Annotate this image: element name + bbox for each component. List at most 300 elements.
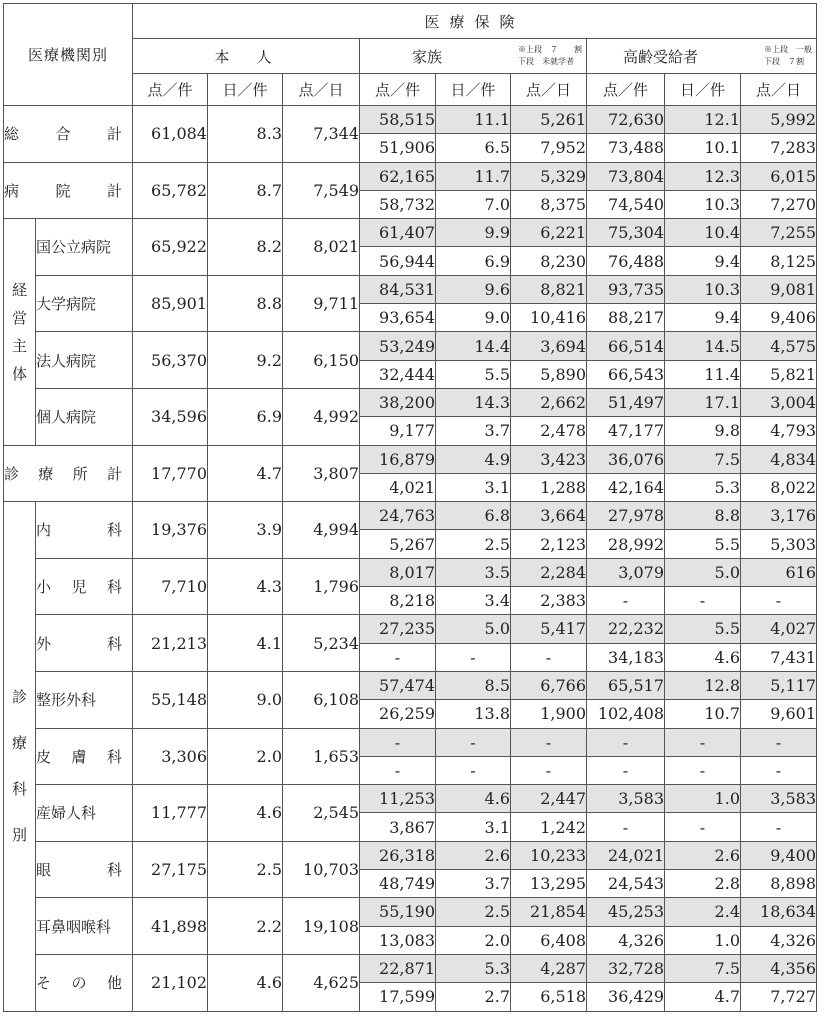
cell-lower: - (587, 587, 665, 615)
koureisha-note-line2: 下段 ７割 (764, 57, 804, 66)
cell-upper: 5,329 (511, 162, 587, 190)
row-label-char: 内 (36, 521, 52, 540)
cell-upper: 3,176 (741, 502, 817, 530)
cell-upper: 3,583 (587, 785, 665, 813)
koureisha-note (764, 44, 812, 68)
table-row (4, 106, 817, 134)
cell-lower: 8,898 (741, 870, 817, 898)
cell-upper: 22,232 (587, 615, 665, 643)
row-label-text: 耳鼻咽喉科 (36, 917, 112, 936)
cell-lower: 4.7 (665, 983, 741, 1011)
cell-lower: 9.0 (436, 304, 511, 332)
cell-lower: - (436, 756, 511, 784)
cell-upper: 53,249 (360, 332, 436, 360)
cell-upper: 73,804 (587, 162, 665, 190)
group-label-char: 営 (11, 308, 27, 327)
cell-lower: 102,408 (587, 700, 665, 728)
row-label-char: 外 (36, 634, 52, 653)
cell-lower: - (665, 756, 741, 784)
cell-honnin: 9.2 (208, 332, 283, 389)
cell-honnin: 4.1 (208, 615, 283, 672)
group-header-koureisha (587, 39, 817, 74)
cell-upper: 2.5 (436, 898, 511, 926)
cell-upper: 24,763 (360, 502, 436, 530)
cell-upper: 8,821 (511, 275, 587, 303)
cell-upper: - (436, 728, 511, 756)
cell-upper: 27,235 (360, 615, 436, 643)
cell-upper: 51,497 (587, 388, 665, 416)
group-label-char: 体 (11, 364, 27, 383)
cell-lower: 5,821 (741, 360, 817, 388)
row-label-char: 小 (36, 578, 52, 597)
cell-upper: 7.5 (665, 445, 741, 473)
cell-lower: 73,488 (587, 134, 665, 162)
row-label (4, 162, 133, 219)
cell-upper: 26,318 (360, 841, 436, 869)
cell-lower: 9,601 (741, 700, 817, 728)
cell-lower: 7,952 (511, 134, 587, 162)
row-label-text (36, 633, 132, 654)
row-label-char: 他 (106, 974, 122, 993)
cell-honnin: 4.6 (208, 954, 283, 1011)
cell-upper: 5,117 (741, 671, 817, 699)
row-label-text (4, 463, 132, 484)
table-row (4, 728, 817, 756)
cell-lower: 13.8 (436, 700, 511, 728)
cell-upper: - (587, 728, 665, 756)
row-label (36, 615, 133, 672)
cell-lower: 32,444 (360, 360, 436, 388)
table-row (4, 162, 817, 190)
cell-lower: - (360, 643, 436, 671)
row-label-text (4, 123, 132, 144)
cell-upper: 6,015 (741, 162, 817, 190)
row-label-text: 個人病院 (36, 408, 97, 427)
cell-upper: 4,356 (741, 954, 817, 982)
cell-upper: 21,854 (511, 898, 587, 926)
cell-upper: 14.3 (436, 388, 511, 416)
cell-lower: 93,654 (360, 304, 436, 332)
row-label-char: 計 (106, 464, 122, 483)
row-label (36, 502, 133, 559)
cell-honnin: 4,994 (283, 502, 360, 559)
cell-honnin: 2,545 (283, 785, 360, 842)
cell-upper: 4,287 (511, 954, 587, 982)
cell-upper: 84,531 (360, 275, 436, 303)
cell-honnin: 4,992 (283, 388, 360, 445)
cell-upper: 36,076 (587, 445, 665, 473)
subheader: 日／件 (208, 74, 283, 106)
table-row (4, 332, 817, 360)
cell-honnin: 19,376 (133, 502, 208, 559)
subheader: 日／件 (665, 74, 741, 106)
cell-lower: 4,021 (360, 473, 436, 501)
cell-honnin: 6.9 (208, 388, 283, 445)
cell-honnin: 7,549 (283, 162, 360, 219)
cell-lower: 56,944 (360, 247, 436, 275)
cell-upper: - (741, 728, 817, 756)
cell-honnin: 65,782 (133, 162, 208, 219)
cell-honnin: 56,370 (133, 332, 208, 389)
cell-honnin: 85,901 (133, 275, 208, 332)
cell-upper: 5.3 (436, 954, 511, 982)
cell-lower: - (741, 813, 817, 841)
cell-lower: 5,267 (360, 530, 436, 558)
cell-lower: 26,259 (360, 700, 436, 728)
cell-lower: 11.4 (665, 360, 741, 388)
row-label-char: 児 (71, 578, 87, 597)
cell-lower: 13,295 (511, 870, 587, 898)
cell-lower: 6.5 (436, 134, 511, 162)
cell-lower: 1,288 (511, 473, 587, 501)
cell-lower: 2.7 (436, 983, 511, 1011)
cell-lower: 24,543 (587, 870, 665, 898)
row-label-text: 整形外科 (36, 691, 97, 710)
cell-upper: 5,417 (511, 615, 587, 643)
cell-lower: 8,218 (360, 587, 436, 615)
cell-lower: 8,022 (741, 473, 817, 501)
row-label-char: 合 (55, 125, 71, 144)
cell-honnin: 2.2 (208, 898, 283, 955)
cell-upper: 6,221 (511, 219, 587, 247)
row-label-char: 皮 (36, 747, 52, 766)
cell-honnin: 3.9 (208, 502, 283, 559)
cell-lower: 74,540 (587, 190, 665, 218)
cell-upper: - (360, 728, 436, 756)
cell-lower: 66,543 (587, 360, 665, 388)
cell-honnin: 9.0 (208, 671, 283, 728)
table-row (4, 219, 817, 247)
cell-lower: 7,431 (741, 643, 817, 671)
table-row (4, 275, 817, 303)
row-label (36, 558, 133, 615)
cell-lower: 1.0 (665, 926, 741, 954)
cell-honnin: 17,770 (133, 445, 208, 502)
cell-upper: 1.0 (665, 785, 741, 813)
table-body (4, 106, 817, 1012)
kazoku-note-line2: 下段 未就学者 (518, 57, 574, 66)
group-label-char: 診 (11, 688, 27, 707)
cell-upper: 17.1 (665, 388, 741, 416)
cell-honnin: 8.2 (208, 219, 283, 276)
cell-lower: 48,749 (360, 870, 436, 898)
cell-lower: - (511, 756, 587, 784)
row-label-text: 法人病院 (36, 351, 97, 370)
cell-lower: 7,270 (741, 190, 817, 218)
row-label-char: 科 (106, 861, 122, 880)
row-label-char: の (71, 974, 87, 993)
cell-lower: 9,406 (741, 304, 817, 332)
cell-upper: 9,400 (741, 841, 817, 869)
cell-lower: - (436, 643, 511, 671)
row-label-char: 療 (38, 464, 54, 483)
cell-honnin: 11,777 (133, 785, 208, 842)
cell-lower: 2,383 (511, 587, 587, 615)
cell-honnin: 3,306 (133, 728, 208, 785)
row-label-char: 計 (106, 125, 122, 144)
cell-lower: - (587, 756, 665, 784)
table-row (4, 671, 817, 699)
cell-upper: 3,583 (741, 785, 817, 813)
table-row (4, 558, 817, 586)
cell-upper: 12.3 (665, 162, 741, 190)
row-label-char: 計 (106, 181, 122, 200)
cell-honnin: 8.3 (208, 106, 283, 163)
cell-honnin: 7,344 (283, 106, 360, 163)
cell-lower: 8,375 (511, 190, 587, 218)
row-label (36, 671, 133, 728)
cell-upper: 3,004 (741, 388, 817, 416)
cell-honnin: 55,148 (133, 671, 208, 728)
group-label-keiei (4, 219, 36, 445)
subheader: 点／件 (360, 74, 436, 106)
category-header: 医療機関別 (4, 4, 133, 106)
row-label-text (36, 576, 132, 597)
row-label (36, 954, 133, 1011)
cell-upper: 11.1 (436, 106, 511, 134)
cell-lower: 7.0 (436, 190, 511, 218)
cell-honnin: 65,922 (133, 219, 208, 276)
cell-upper: 58,515 (360, 106, 436, 134)
cell-lower: 3.4 (436, 587, 511, 615)
cell-honnin: 2.5 (208, 841, 283, 898)
table-row (4, 954, 817, 982)
table-row (4, 615, 817, 643)
cell-upper: 14.5 (665, 332, 741, 360)
cell-upper: 22,871 (360, 954, 436, 982)
subheader: 点／日 (511, 74, 587, 106)
cell-upper: 9.6 (436, 275, 511, 303)
row-label-char: 科 (106, 521, 122, 540)
cell-lower: 4,326 (587, 926, 665, 954)
row-label-char: 科 (106, 634, 122, 653)
cell-lower: 88,217 (587, 304, 665, 332)
cell-upper: 2.4 (665, 898, 741, 926)
table-row (4, 841, 817, 869)
group-label-char: 療 (11, 734, 27, 753)
cell-upper: 6,766 (511, 671, 587, 699)
cell-lower: 76,488 (587, 247, 665, 275)
cell-upper: 8.8 (665, 502, 741, 530)
koureisha-note-line1: ※上段 一般 (764, 45, 812, 54)
cell-upper: 2,284 (511, 558, 587, 586)
cell-upper: 10,233 (511, 841, 587, 869)
cell-upper: 65,517 (587, 671, 665, 699)
row-label-text: 大学病院 (36, 295, 97, 314)
kazoku-note (518, 44, 582, 68)
cell-lower: 17,599 (360, 983, 436, 1011)
cell-lower: 2,478 (511, 417, 587, 445)
cell-honnin: 4.3 (208, 558, 283, 615)
cell-lower: - (587, 813, 665, 841)
cell-upper: 72,630 (587, 106, 665, 134)
row-label-char: 科 (106, 578, 122, 597)
cell-honnin: 2.0 (208, 728, 283, 785)
kazoku-note-line1: ※上段 ７ 割 (518, 45, 582, 54)
cell-lower: 9,177 (360, 417, 436, 445)
cell-upper: 27,978 (587, 502, 665, 530)
cell-lower: - (741, 587, 817, 615)
cell-lower: 28,992 (587, 530, 665, 558)
cell-lower: 2.0 (436, 926, 511, 954)
cell-honnin: 27,175 (133, 841, 208, 898)
cell-honnin: 34,596 (133, 388, 208, 445)
cell-lower: 2.5 (436, 530, 511, 558)
cell-lower: 5.5 (436, 360, 511, 388)
cell-lower: 2.8 (665, 870, 741, 898)
row-label (36, 332, 133, 389)
cell-upper: 5.5 (665, 615, 741, 643)
cell-honnin: 61,084 (133, 106, 208, 163)
cell-upper: 5,261 (511, 106, 587, 134)
cell-lower: 5.3 (665, 473, 741, 501)
row-label (36, 728, 133, 785)
row-label (4, 445, 133, 502)
table-row (4, 502, 817, 530)
cell-lower: - (741, 756, 817, 784)
cell-upper: 38,200 (360, 388, 436, 416)
row-label-char: 所 (72, 464, 88, 483)
cell-upper: 10.3 (665, 275, 741, 303)
cell-upper: 14.4 (436, 332, 511, 360)
row-label-char: 病 (4, 181, 20, 200)
group-header-koureisha-label: 高齢受給者 (623, 47, 699, 66)
row-label (36, 275, 133, 332)
group-label-char: 経 (11, 280, 27, 299)
cell-upper: 45,253 (587, 898, 665, 926)
cell-lower: - (360, 756, 436, 784)
cell-upper: 4.6 (436, 785, 511, 813)
cell-upper: 4.9 (436, 445, 511, 473)
cell-honnin: 1,653 (283, 728, 360, 785)
cell-lower: 7,283 (741, 134, 817, 162)
cell-lower: 3,867 (360, 813, 436, 841)
cell-lower: 8,125 (741, 247, 817, 275)
cell-upper: 9,081 (741, 275, 817, 303)
group-label-shinryo (4, 502, 36, 1011)
row-label-text (36, 972, 132, 993)
cell-lower: 4,326 (741, 926, 817, 954)
row-label-text: 産婦人科 (36, 804, 97, 823)
cell-lower: 10,416 (511, 304, 587, 332)
cell-upper: 3,664 (511, 502, 587, 530)
table-row (4, 445, 817, 473)
cell-upper: 66,514 (587, 332, 665, 360)
cell-upper: 2,447 (511, 785, 587, 813)
cell-lower: 6,518 (511, 983, 587, 1011)
cell-lower: 13,083 (360, 926, 436, 954)
row-label-char: 院 (55, 181, 71, 200)
cell-upper: 5.0 (665, 558, 741, 586)
group-header-kazoku-label: 家族 (412, 47, 443, 66)
cell-upper: 11,253 (360, 785, 436, 813)
cell-lower: 4,793 (741, 417, 817, 445)
group-label-char: 別 (11, 826, 27, 845)
cell-upper: 6.8 (436, 502, 511, 530)
cell-upper: 4,834 (741, 445, 817, 473)
cell-honnin: 7,710 (133, 558, 208, 615)
cell-upper: 18,634 (741, 898, 817, 926)
cell-honnin: 3,807 (283, 445, 360, 502)
cell-upper: 32,728 (587, 954, 665, 982)
row-label (36, 388, 133, 445)
subheader: 点／件 (587, 74, 665, 106)
cell-lower: 8,230 (511, 247, 587, 275)
cell-lower: 34,183 (587, 643, 665, 671)
cell-lower: 3.7 (436, 417, 511, 445)
row-label-char: 膚 (71, 747, 87, 766)
cell-upper: 7,255 (741, 219, 817, 247)
row-label-text (36, 859, 132, 880)
row-label-char: 診 (4, 464, 20, 483)
cell-lower: 7,727 (741, 983, 817, 1011)
cell-upper: 616 (741, 558, 817, 586)
cell-upper: - (665, 728, 741, 756)
cell-upper: 62,165 (360, 162, 436, 190)
cell-honnin: 21,213 (133, 615, 208, 672)
cell-upper: 3,423 (511, 445, 587, 473)
row-label (4, 106, 133, 163)
cell-honnin: 4,625 (283, 954, 360, 1011)
cell-upper: 24,021 (587, 841, 665, 869)
table-row (4, 388, 817, 416)
table-row (4, 785, 817, 813)
row-label (36, 898, 133, 955)
cell-lower: 10.1 (665, 134, 741, 162)
cell-upper: 12.8 (665, 671, 741, 699)
cell-upper: 2,662 (511, 388, 587, 416)
table-title: 医療保険 (133, 4, 817, 39)
cell-upper: 93,735 (587, 275, 665, 303)
cell-lower: 3.1 (436, 473, 511, 501)
cell-lower: 5,303 (741, 530, 817, 558)
subheader: 点／日 (283, 74, 360, 106)
cell-upper: 2.6 (665, 841, 741, 869)
cell-upper: 2.6 (436, 841, 511, 869)
cell-honnin: 41,898 (133, 898, 208, 955)
cell-honnin: 5,234 (283, 615, 360, 672)
cell-honnin: 21,102 (133, 954, 208, 1011)
cell-lower: 10.3 (665, 190, 741, 218)
cell-lower: - (665, 813, 741, 841)
group-label-char: 主 (11, 336, 27, 355)
row-label-char: 科 (106, 747, 122, 766)
cell-upper: 16,879 (360, 445, 436, 473)
cell-lower: 6.9 (436, 247, 511, 275)
cell-lower: 36,429 (587, 983, 665, 1011)
row-label (36, 841, 133, 898)
cell-lower: 10.7 (665, 700, 741, 728)
group-label-char: 科 (11, 780, 27, 799)
group-header-honnin: 本 人 (133, 39, 360, 74)
cell-upper: 3,079 (587, 558, 665, 586)
row-label-char: そ (36, 974, 52, 993)
cell-honnin: 6,108 (283, 671, 360, 728)
group-header-kazoku (360, 39, 587, 74)
cell-upper: 5.0 (436, 615, 511, 643)
cell-honnin: 8.7 (208, 162, 283, 219)
cell-upper: 4,575 (741, 332, 817, 360)
cell-honnin: 10,703 (283, 841, 360, 898)
cell-honnin: 1,796 (283, 558, 360, 615)
cell-upper: 55,190 (360, 898, 436, 926)
row-label (36, 219, 133, 276)
cell-lower: 3.1 (436, 813, 511, 841)
cell-lower: 2,123 (511, 530, 587, 558)
cell-upper: 12.1 (665, 106, 741, 134)
cell-lower: 1,900 (511, 700, 587, 728)
cell-upper: 11.7 (436, 162, 511, 190)
